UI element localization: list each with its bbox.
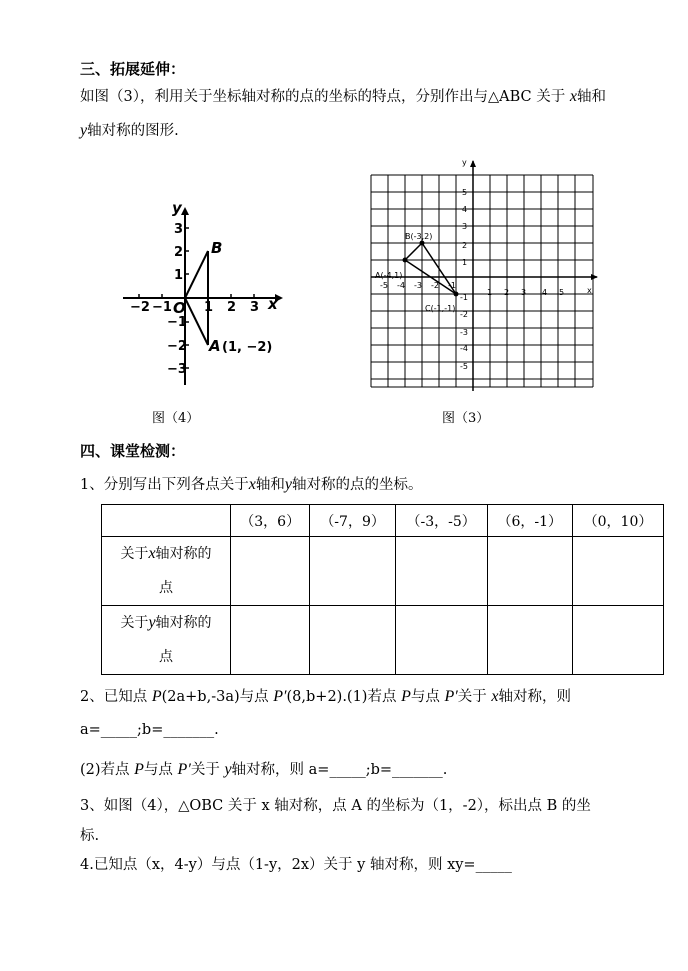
answer-cell[interactable] <box>395 606 487 675</box>
answer-cell[interactable] <box>310 537 396 606</box>
figure3-x-tick: -1 <box>448 281 456 290</box>
figure3-x-tick: -4 <box>397 281 405 290</box>
figure4-origin-label: O <box>173 299 186 317</box>
section3-heading: 三、拓展延伸： <box>80 60 186 78</box>
var-x: x <box>569 88 577 105</box>
figure4-y-tick: −1 <box>167 315 187 330</box>
figure4-x-tick: 2 <box>227 300 237 315</box>
row-label-text: 轴对称的 <box>155 615 212 631</box>
figure4-x-label: x <box>268 295 278 313</box>
figure4-point-a-label: A <box>209 337 221 355</box>
figure4-point-a-coords: (1, −2) <box>222 340 273 355</box>
var-x: x <box>491 688 499 705</box>
var-y: y <box>80 122 88 139</box>
figure3-x-tick: 2 <box>504 288 510 297</box>
figure4-y-label: y <box>172 199 182 217</box>
table-row <box>102 537 664 606</box>
table-header-cell: （-7，9） <box>310 505 396 537</box>
var-p-prime: P′ <box>273 688 287 705</box>
figure3-point-a <box>403 258 408 263</box>
figure3-label-b: B(-3,2) <box>405 232 433 241</box>
figure3-x-arrow <box>591 274 598 280</box>
var-y: y <box>148 614 156 631</box>
answer-cell[interactable] <box>231 537 310 606</box>
figure3-y-label: y <box>462 158 467 167</box>
figure3-x-tick: -2 <box>431 281 439 290</box>
q2-text: 与点 <box>143 762 178 778</box>
section3-line2-text: 轴对称的图形. <box>87 123 179 139</box>
section3-line2 <box>80 119 179 140</box>
figure3-y-arrow <box>470 160 476 167</box>
row-label-text: 关于 <box>120 546 149 562</box>
figure3-x-tick: 3 <box>521 288 527 297</box>
section3-line1-text-a: 如图（3），利用关于坐标轴对称的点的坐标的特点，分别作出与△ABC 关于 <box>80 89 570 105</box>
q2-text: 轴对称，则 <box>498 689 571 705</box>
var-p: P <box>151 688 162 705</box>
var-p: P <box>401 688 411 705</box>
q2-text: 轴对称，则 a=_____;b=_______. <box>231 762 448 778</box>
figure3-y-tick: -5 <box>460 362 468 371</box>
figure4-caption: 图（4） <box>152 411 200 426</box>
var-x: x <box>248 476 256 493</box>
table-header-cell: （6，-1） <box>487 505 573 537</box>
figure3-label-c: C(-1,-1) <box>425 304 456 313</box>
q1-text-c: 轴对称的点的坐标。 <box>291 477 423 493</box>
figure3-y-tick: 1 <box>462 258 468 267</box>
question3-line2: 标. <box>80 828 100 844</box>
figure3-label-a: A(-4,1) <box>375 271 403 280</box>
section4-heading: 四、课堂检测： <box>80 442 186 460</box>
q1-text-b: 轴和 <box>255 477 285 493</box>
figure3-point-c <box>454 292 459 297</box>
table-header-cell: （3，6） <box>231 505 310 537</box>
figure4-x-tick: −2 <box>130 300 150 315</box>
question3-line1: 3、如图（4），△OBC 关于 x 轴对称，点 A 的坐标为（1，-2），标出点 B 的坐 <box>80 798 591 814</box>
section3-line1 <box>80 85 606 106</box>
q2-text: 2、已知点 <box>80 689 152 705</box>
answer-cell[interactable] <box>395 537 487 606</box>
answer-cell[interactable] <box>573 537 664 606</box>
section3-line1-text-b: 轴和 <box>576 89 606 105</box>
figure3-x-tick: -3 <box>414 281 422 290</box>
row-label-text: 点 <box>159 580 173 596</box>
figure3-y-tick: 2 <box>462 241 468 250</box>
question1 <box>80 473 422 494</box>
figure3-segment-ab <box>405 243 422 260</box>
answer-cell[interactable] <box>573 606 664 675</box>
coordinates-table <box>101 504 664 675</box>
figure3-x-label: x <box>587 286 592 295</box>
q2-text: (8,b+2).(1)若点 <box>286 689 402 705</box>
table-header-cell: （-3，-5） <box>395 505 487 537</box>
answer-cell[interactable] <box>231 606 310 675</box>
figure4-graph <box>115 195 290 390</box>
table-header-row <box>102 505 664 537</box>
var-x: x <box>148 545 156 562</box>
var-y: y <box>224 761 232 778</box>
table-corner-cell <box>102 505 231 537</box>
figure4-y-arrow <box>181 207 189 215</box>
question4[interactable]: 4.已知点（x，4-y）与点（1-y，2x）关于 y 轴对称，则 xy=_____ <box>80 857 512 873</box>
figure3-x-tick: -5 <box>380 281 388 290</box>
q2-text: 关于 <box>457 689 492 705</box>
figure4-y-tick: −3 <box>167 362 187 377</box>
var-y: y <box>284 476 292 493</box>
figure4-y-tick: 1 <box>174 268 184 283</box>
q2-text: (2)若点 <box>80 762 135 778</box>
figure3-x-tick: 5 <box>559 288 565 297</box>
figure3-graph <box>365 155 600 395</box>
figure3-y-tick: 5 <box>462 188 468 197</box>
question2-line3[interactable] <box>80 758 447 779</box>
figure4-y-tick: 2 <box>174 245 184 260</box>
row-label-text: 轴对称的 <box>155 546 212 562</box>
row-label-text: 关于 <box>120 615 149 631</box>
row-label-text: 点 <box>159 649 173 665</box>
figure3-y-tick: -2 <box>460 310 468 319</box>
figure3-y-tick: 4 <box>462 205 468 214</box>
answer-cell[interactable] <box>487 606 573 675</box>
figure3-x-tick: 1 <box>487 288 493 297</box>
q2-text: 与点 <box>410 689 445 705</box>
q1-text-a: 1、分别写出下列各点关于 <box>80 477 249 493</box>
table-row <box>102 606 664 675</box>
figure3-point-b <box>420 241 425 246</box>
row-label-y <box>102 606 231 675</box>
figure3-y-tick: -4 <box>460 344 468 353</box>
figure4-point-b-label: B <box>211 239 223 257</box>
figure4-x-tick: 3 <box>250 300 260 315</box>
answer-cell[interactable] <box>310 606 396 675</box>
figure4-y-tick: −2 <box>167 339 187 354</box>
var-p: P <box>134 761 144 778</box>
q2-text: (2a+b,-3a)与点 <box>161 689 274 705</box>
q2-text: 关于 <box>190 762 225 778</box>
var-p-prime: P′ <box>444 688 458 705</box>
figure3-y-tick: 3 <box>462 222 468 231</box>
figure4-y-tick: 3 <box>174 222 184 237</box>
question2-line1 <box>80 685 571 706</box>
figure3-caption: 图（3） <box>442 411 490 426</box>
table-header-cell: （0，10） <box>573 505 664 537</box>
answer-cell[interactable] <box>487 537 573 606</box>
figure4-x-tick: 1 <box>204 300 214 315</box>
var-p-prime: P′ <box>177 761 191 778</box>
figure3-y-tick: -3 <box>460 328 468 337</box>
figure3-y-tick: -1 <box>460 293 468 302</box>
question2-line2[interactable]: a=_____;b=_______. <box>80 722 219 738</box>
figure3-x-tick: 4 <box>542 288 548 297</box>
row-label-x <box>102 537 231 606</box>
figure4-x-tick: −1 <box>152 300 172 315</box>
